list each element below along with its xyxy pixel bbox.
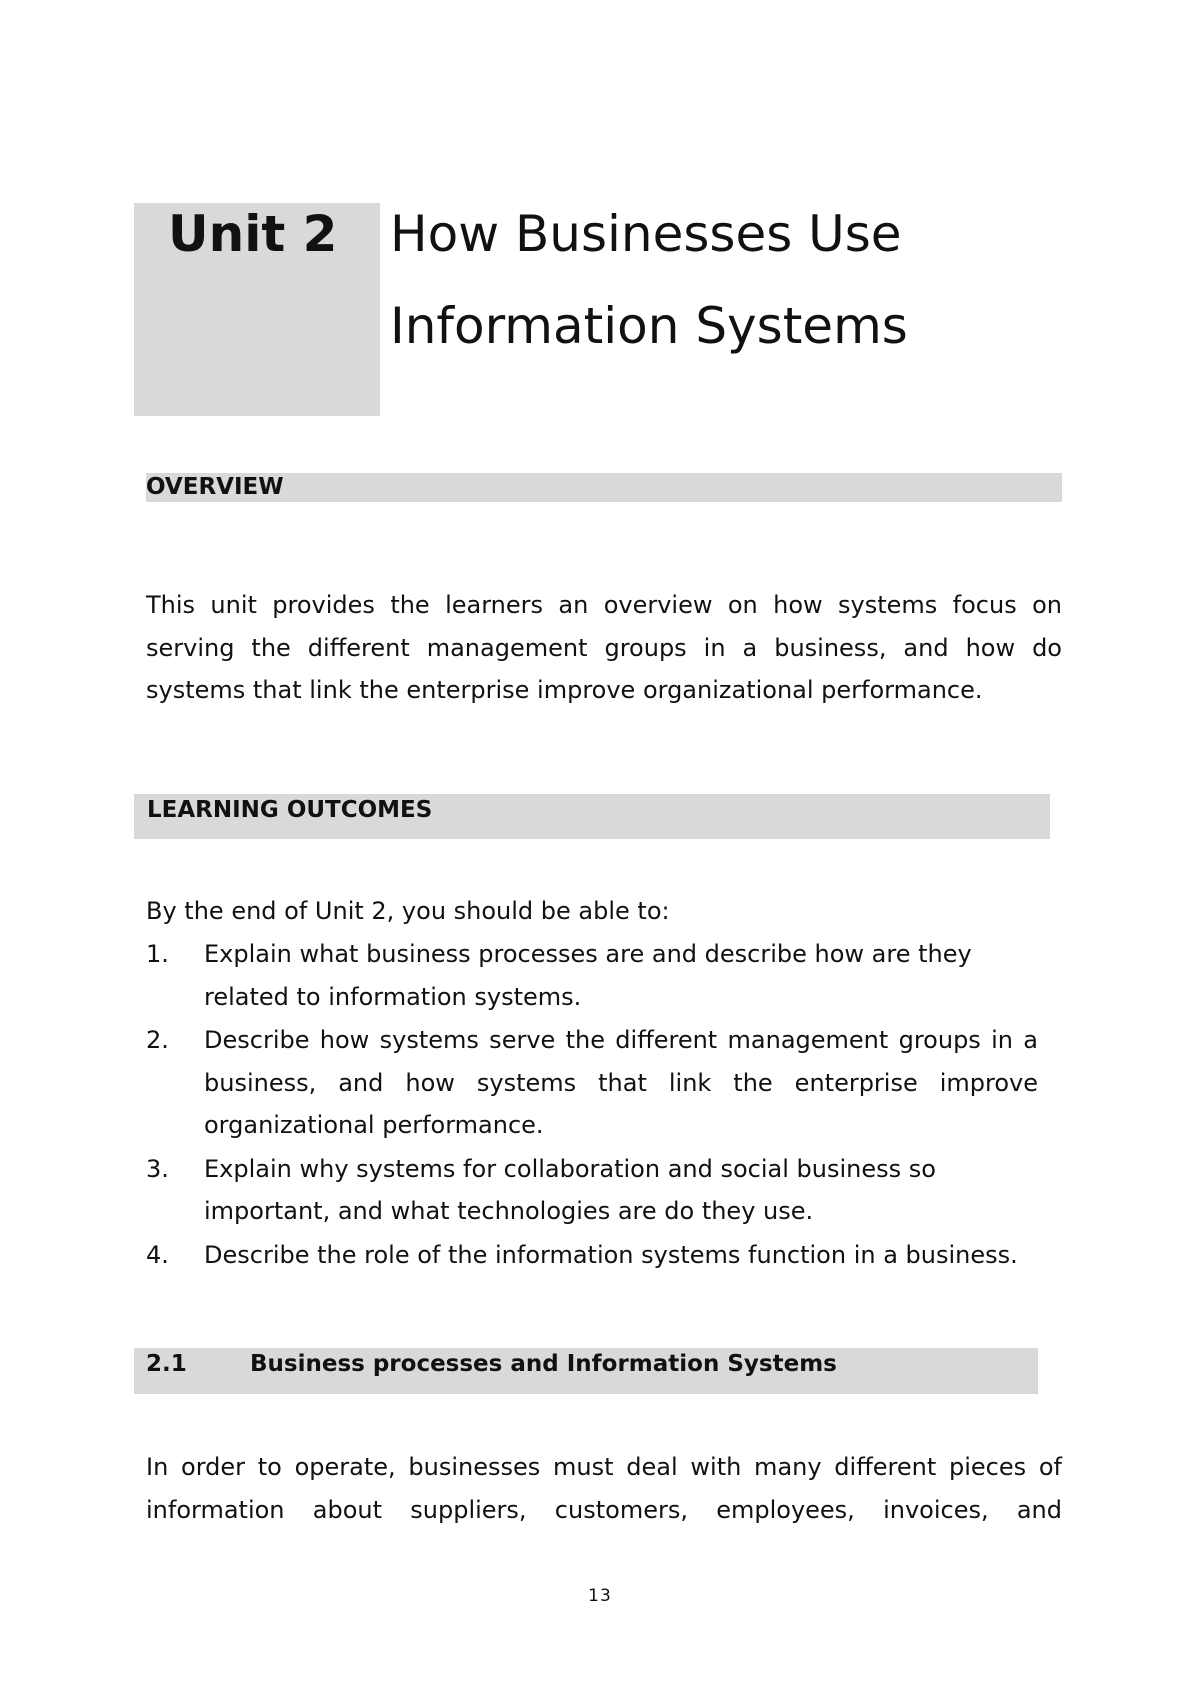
list-item-line: Describe the role of the information systems function in a business.	[204, 1240, 1018, 1269]
learning-outcomes-list	[146, 933, 1038, 1277]
list-item-number: 2.	[146, 1026, 169, 1054]
list-item-number: 4.	[146, 1240, 169, 1269]
list-item-line: related to information systems.	[204, 982, 582, 1011]
unit-title-line-2: Information Systems	[390, 297, 908, 355]
learning-outcomes-heading: LEARNING OUTCOMES	[147, 797, 433, 823]
list-item-number: 3.	[146, 1154, 169, 1183]
list-item-line: Describe how systems serve the different management groups in a	[204, 1026, 1038, 1054]
overview-paragraph	[146, 584, 1062, 712]
section-2-1-title: Business processes and Information Systems	[250, 1351, 837, 1377]
unit-title-line-1: How Businesses Use	[390, 205, 902, 263]
list-item	[146, 933, 1038, 1018]
overview-line-2: serving the different management groups in a business, and how do	[146, 633, 1062, 662]
list-item-number: 1.	[146, 940, 169, 968]
overview-line-1: This unit provides the learners an overview on how systems focus on	[146, 591, 1062, 619]
page-number: 13	[588, 1586, 612, 1606]
list-item-line: Explain why systems for collaboration and social business so	[204, 1154, 936, 1183]
list-item-line: business, and how systems that link the enterprise improve	[204, 1068, 1038, 1097]
section-2-1-line-2: information about suppliers, customers, employees, invoices, and	[146, 1495, 1062, 1524]
section-2-1-line-1: In order to operate, businesses must deal with many different pieces of	[146, 1453, 1062, 1481]
overview-line-3: systems that link the enterprise improve organizational performance.	[146, 676, 983, 704]
list-item	[146, 1234, 1038, 1277]
section-2-1-heading	[146, 1348, 837, 1380]
learning-outcomes-intro: By the end of Unit 2, you should be able to:	[146, 897, 670, 925]
unit-label: Unit 2	[168, 205, 338, 263]
list-item-line: Explain what business processes are and describe how are they	[204, 940, 972, 968]
list-item-line: important, and what technologies are do they use.	[204, 1197, 814, 1225]
list-item-line: organizational performance.	[204, 1111, 544, 1139]
overview-heading: OVERVIEW	[146, 474, 284, 500]
unit-title	[390, 188, 908, 372]
section-2-1-paragraph	[146, 1446, 1062, 1531]
list-item	[146, 1019, 1038, 1147]
section-2-1-number: 2.1	[146, 1351, 187, 1377]
list-item	[146, 1148, 1038, 1233]
